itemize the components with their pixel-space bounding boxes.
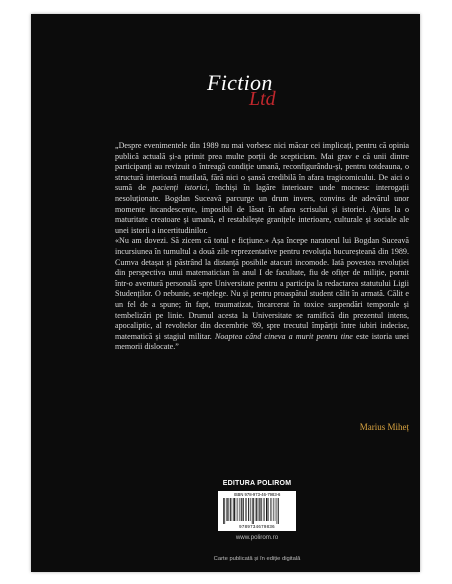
barcode-bar [255,498,256,521]
blurb-text-segment: „Despre evenimentele din 1989 nu mai vorbesc nici măcar cei implicați, pentru că opinia publică actuală și-a primit prea multe porții de scepticism. Mai grav e că unii dintre participanți au revizuit o întreagă condiție umană, reconfigurându-și, pentru totdeauna, o structură interioară mutilată, fără nici o șansă credibilă în afara tragicomicului. De aici o sumă de [115,141,409,193]
barcode-bar [277,498,278,524]
blurb-paragraph-1 [115,141,409,236]
barcode-bar [239,498,240,521]
logo-ltd: Ltd [249,88,276,110]
blurb-text-segment: este istoria unei memorii dislocate.” [115,331,409,352]
barcode-bar [233,498,234,521]
barcode-bar [241,498,242,521]
blurb-italic-segment: Noaptea când cineva a murit pentru tine [214,331,353,341]
barcode-bar [230,498,231,521]
barcode-bar [253,498,254,524]
barcode-bar [273,498,274,521]
barcode-bars [222,498,292,524]
barcode-bar [223,498,224,524]
publisher-name: EDITURA POLIROM [222,480,292,487]
isbn-label: ISBN 978-973-46-7983-6 [233,492,281,497]
barcode-number: 9789734679836 [239,524,275,529]
barcode-bar [224,498,225,524]
barcode-bar [272,498,273,521]
fiction-ltd-logo [207,70,307,114]
publisher-website: www.polirom.ro [235,534,279,541]
barcode-bar [238,498,239,521]
barcode-bar [227,498,228,521]
barcode-bar [246,498,247,521]
barcode-bar [236,498,237,521]
isbn-barcode [218,491,296,531]
barcode-bar [268,498,269,521]
digital-edition-note: Carte publicată și în ediție digitală [213,556,301,562]
barcode-bar [275,498,276,521]
barcode-bar [261,498,262,521]
blurb-italic-segment: pacienți istorici [152,183,208,193]
barcode-bar [263,498,264,521]
blurb-text [115,141,409,353]
barcode-bar [270,498,271,521]
barcode-bar [266,498,267,521]
barcode-bar [256,498,257,521]
barcode-bar [243,498,244,521]
back-cover [31,14,420,572]
blurb-paragraph-2 [115,236,409,353]
logo-fiction: Fiction [207,70,273,95]
barcode-bar [259,498,260,521]
barcode-bar [250,498,251,521]
blurb-author: Marius Miheț [359,422,409,432]
blurb-text-segment: , închiși în lagăre interioare unde mocnesc interogații nesoluționate. Bogdan Suceavă parcurge un drum invers, convins de adevărul unor momente incandescente, imposibil de lăsat în afara scrisului și istoriei. Ajuns la o maturitate creatoare și umană, el restabilește granițele interioare, culturale și sociale ale unei istorii a incertitudinilor. [115,183,409,235]
barcode-bar [278,498,279,524]
barcode-bar [248,498,249,521]
barcode-bar [264,498,265,521]
barcode-bar [226,498,227,521]
blurb-text-segment: «Nu am dovezi. Să zicem că totul e ficțiune.» Așa începe naratorul lui Bogdan Suceavă incursiunea în tumultul a două zile reprezentative pentru revoluția bucureșteană din 1989. Cumva detașat și păstrând la distanță posibile atacuri incomode. Iată povestea revoluției din perspectiva unui matematician în anul I de facultate, fiu de ofițer de miliție, pornit într-o aventură personală spre Universitate pentru a participa la redactarea statutului Ligii Studenților. O nebunie, se-nțelege. Nu și pentru proaspătul student călit în armată. Călit e un fel de a spune; în fapt, traumatizat, încarcerat în toxice suspendări temporale și tembelizări pe linie. Drumul acesta la Universitate se ramifică din prezentul intens, apocaliptic, al revoltelor din decembrie '89, spre trecutul împărțit între iubiri indecise, matematică și stagiul militar. [115,236,409,341]
barcode-bar [252,498,253,524]
barcode-bar [232,498,233,521]
barcode-bar [245,498,246,521]
